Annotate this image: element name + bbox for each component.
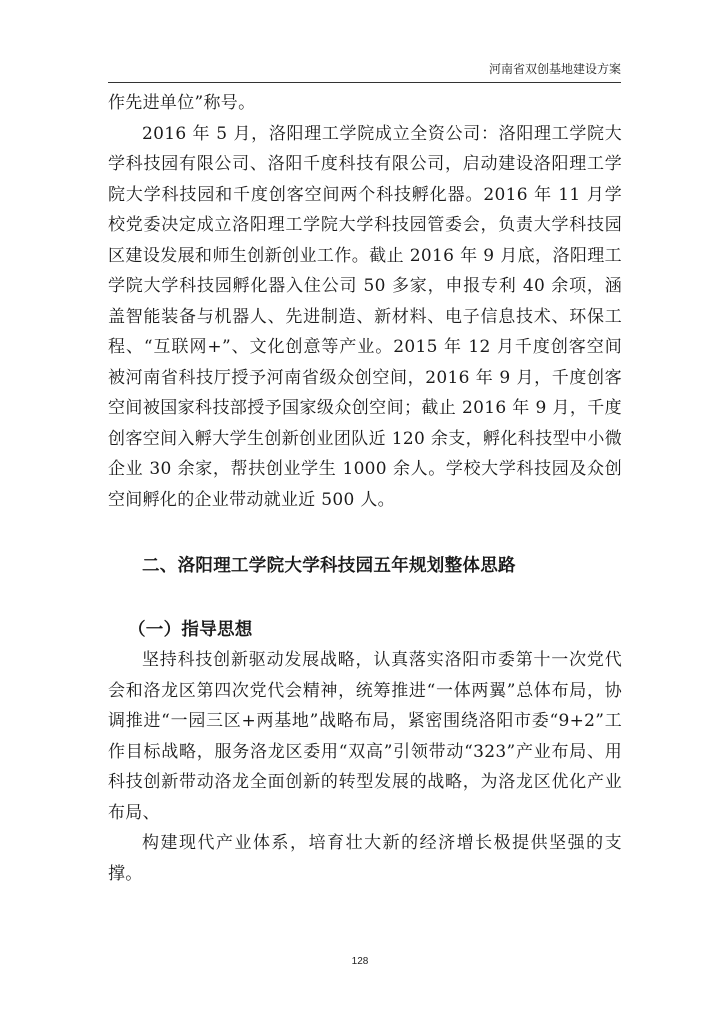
paragraph-industrial-system: 构建现代产业体系，培育壮大新的经济增长极提供坚强的支撑。	[108, 833, 622, 884]
page-body	[108, 88, 622, 889]
page-number: 128	[351, 956, 369, 967]
paragraph-guiding-ideology: 坚持科技创新驱动发展战略，认真落实洛阳市委第十一次党代会和洛龙区第四次党代会精神，统筹推进“一体两翼”总体布局，协调推进“一园三区+两基地”战略布局，紧密围绕洛阳市委“9+2”工作目标战略，服务洛龙区委用“双高”引领带动“323”产业布局、用科技创新带动洛龙全面创新的转型发展的战略，为洛龙区优化产业布局、	[108, 650, 622, 823]
section-heading-five-year-plan: 二、洛阳理工学院大学科技园五年规划整体思路	[142, 556, 516, 576]
subsection-heading-guiding-ideology: （一）指导思想	[128, 620, 253, 640]
paragraph-science-park-history: 2016 年 5 月，洛阳理工学院成立全资公司：洛阳理工学院大学科技园有限公司、洛阳千度科技有限公司，启动建设洛阳理工学院大学科技园和千度创客空间两个科技孵化器。2016 年 11 月学校党委决定成立洛阳理工学院大学科技园管委会，负责大学科技园区建设发展和师生创新创业工作。截止 2016 年 9 月底，洛阳理工学院大学科技园孵化器入住公司 50 多家，申报专利 40 余项，涵盖智能装备与机器人、先进制造、新材料、电子信息技术、环保工程、“互联网+”、文化创意等产业。2015 年 12 月千度创客空间被河南省科技厅授予河南省级众创空间，2016 年 9 月，千度创客空间被国家科技部授予国家级众创空间；截止 2016 年 9 月，千度创客空间入孵大学生创新创业团队近 120 余支，孵化科技型中小微企业 30 余家，帮扶创业学生 1000 余人。学校大学科技园及众创空间孵化的企业带动就业近 500 人。	[108, 123, 622, 510]
document-title: 河南省双创基地建设方案	[488, 62, 621, 76]
paragraph-continuation: 作先进单位”称号。	[108, 93, 256, 113]
running-header	[108, 56, 621, 83]
